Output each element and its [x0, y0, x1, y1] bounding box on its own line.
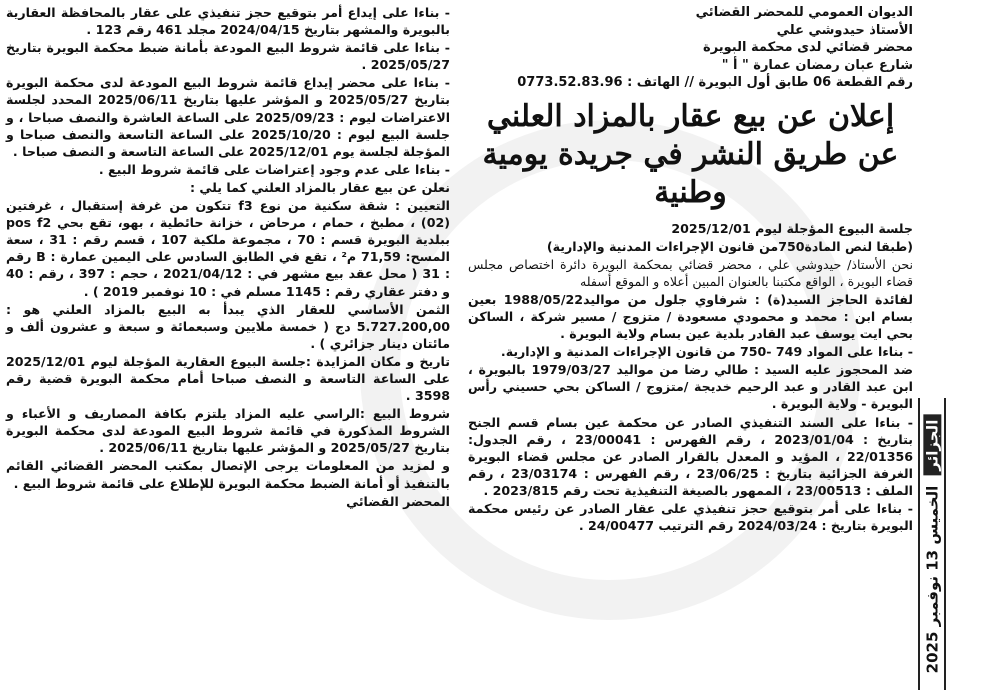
sidebar-text [923, 415, 941, 674]
header-line-office: الديوان العمومي للمحضر القضائي [695, 5, 913, 20]
header-line-street: شارع عبان رمضان عمارة " أ " [721, 57, 913, 73]
right-column [468, 4, 913, 535]
debtor-paragraph: ضد المحجوز عليه السيد : طالي رضا من مواليد 1979/03/27 بالبويرة ، ابن عبد القادر و عبد الرحيم خديجة /متزوج / الساكن بحي حسيني رأس البويرة - ولاية البويرة . [468, 362, 913, 412]
newspaper-sidebar [918, 398, 946, 690]
sale-announcement: نعلن عن بيع عقار بالمزاد العلني كما يلي : [189, 179, 450, 195]
contact-paragraph: و لمزيد من المعلومات يرجى الإتصال بمكتب المحضر القضائي القائم بالتنفيذ أو أمانة الضبط محكمة البويرة للإطلاع على قائمة شروط البيع . [6, 458, 450, 491]
session-date: جلسة البيوع المؤجلة ليوم 2025/12/01 [671, 220, 913, 236]
sidebar-newspaper-name: الجزائر [923, 415, 941, 476]
left-column [6, 4, 450, 511]
seizure-order-paragraph: - بناءا على أمر بتوقيع حجز تنفيذي على عقار الصادر عن رئيس محكمة البويرة بتاريخ : 2024/03/24 رقم الترتيب 24/00477 . [468, 501, 913, 534]
header-line-title: محضر قضائي لدى محكمة البويرة [703, 40, 913, 55]
bailiff-header [468, 4, 913, 92]
signature-label: المحضر القضائي [346, 493, 450, 509]
announcement-headline: إعلان عن بيع عقار بالمزاد العلني عن طريق النشر في جريدة يومية وطنية [482, 98, 899, 210]
header-line-name: الأستاذ حيدوشي علي [776, 22, 913, 38]
conditions-list-paragraph: - بناءا على قائمة شروط البيع المودعة بأمانة ضبط محكمة البويرة بتاريخ 2025/05/27 . [6, 40, 450, 73]
property-description: التعيين : شقة سكنية من نوع f3 تتكون من غرفة إستقبال ، غرفتين (02) ، مطبخ ، حمام ، مرحاض ، خزانة حائطية ، بهو، تقع بحي pos f2 ببلدية البويرة قسم : 70 ، مجموعة ملكية 107 ، قسم رقم : 31 ، سعة المسح: 71,59 م² ، تقع في الطابق السادس على اليمين عمارة : B رقم : 31 ( محل عقد بيع مشهر في : 2021/04/12 ، حجم : 397 ، رقم : 40 و دفتر عقاري رقم : 1145 مسلم في : 10 نوفمبر 2019 ) . [6, 198, 450, 299]
creditor-paragraph: لفائدة الحاجز السيد(ة) : شرفاوي جلول من مواليد1988/05/22 بعين بسام ابن : محمد و محمودي مسعودة / متزوج / مسير شركة ، الساكن بحي ايت يوسف عبد القادر بلدية عين بسام ولاية البويرة . [468, 291, 913, 342]
sale-conditions: شروط البيع :الراسي عليه المزاد يلتزم بكافة المصاريف و الأعباء و الشروط المذكورة في قائمة شروط البيع المودعة لدى محكمة البويرة بتاريخ 2025/05/27 و المؤشر عليها بتاريخ 2025/06/11 . [6, 406, 450, 456]
auction-date-place: تاريخ و مكان المزايدة :جلسة البيوع العقارية المؤجلة ليوم 2025/12/01 على الساعة التاسعة و النصف صباحا أمام محكمة البويرة قضية رقم 3598 . [6, 353, 450, 404]
base-price-paragraph: الثمن الأساسي للعقار الذي يبدأ به البيع بالمزاد العلني هو : 5.727.200,00 دج ( خمسة ملايين وسبعمائة و سبعة و عشرون ألف و مائتان دينار جزائري ) . [6, 301, 450, 351]
no-objection-paragraph: - بناءا على عدم وجود إعتراضات على قائمة شروط البيع . [98, 161, 450, 177]
bailiff-intro: نحن الأستاذ/ حيدوشي علي ، محضر قضائي بمحكمة البويرة دائرة اختصاص مجلس قضاء البويرة ، الواقع مكتبنا بالعنوان المبين أعلاه و الموقع أسفله [468, 256, 913, 289]
articles-paragraph: - بناءا على المواد 749 -750 من قانون الإجراءات المدنية و الإدارية. [500, 344, 913, 360]
legal-basis: (طبقا لنص المادة750من قانون الإجراءات المدنية والإدارية) [546, 238, 913, 254]
sidebar-date: الخميس 13 نوفمبر 2025 [923, 485, 941, 674]
enforcement-title-paragraph: - بناءا على السند التنفيذي الصادر عن محكمة عين بسام قسم الجنح بتاريخ : 2023/01/04 ، رقم الفهرس : 23/00041 ، رقم الجدول: 22/01356 ، المؤيد و المعدل بالقرار الصادر عن مجلس قضاء البويرة الغرفة الجزائية بتاريخ : 23/06/25 ، رقم الفهرس : 23/03174 ، رقم الملف : 23/00513 ، الممهور بالصيغة التنفيذية تحت رقم 2023/815 . [468, 414, 913, 498]
header-line-phone: رقم القطعة 06 طابق أول البويرة // الهاتف : 0773.52.83.96 [517, 75, 913, 90]
registration-paragraph: - بناءا على إيداع أمر بتوقيع حجز تنفيذي على عقار بالمحافظة العقارية بالبويرة والمشهر بتاريخ 2024/04/15 مجلد 461 رقم 123 . [6, 5, 450, 38]
deposit-report-paragraph: - بناءا على محضر إيداع قائمة شروط البيع المودعة لدى محكمة البويرة بتاريخ 2025/05/27 و المؤشر عليها بتاريخ 2025/06/11 المحدد لجلسة الاعتراضات ليوم : 2025/09/23 على الساعة العاشرة والنصف صباحا ، و جلسة البيع ليوم : 2025/10/20 على الساعة التاسعة والنصف صباحا و المؤجلة لجلسة يوم 2025/12/01 على الساعة التاسعة و النصف صباحا . [6, 75, 451, 159]
